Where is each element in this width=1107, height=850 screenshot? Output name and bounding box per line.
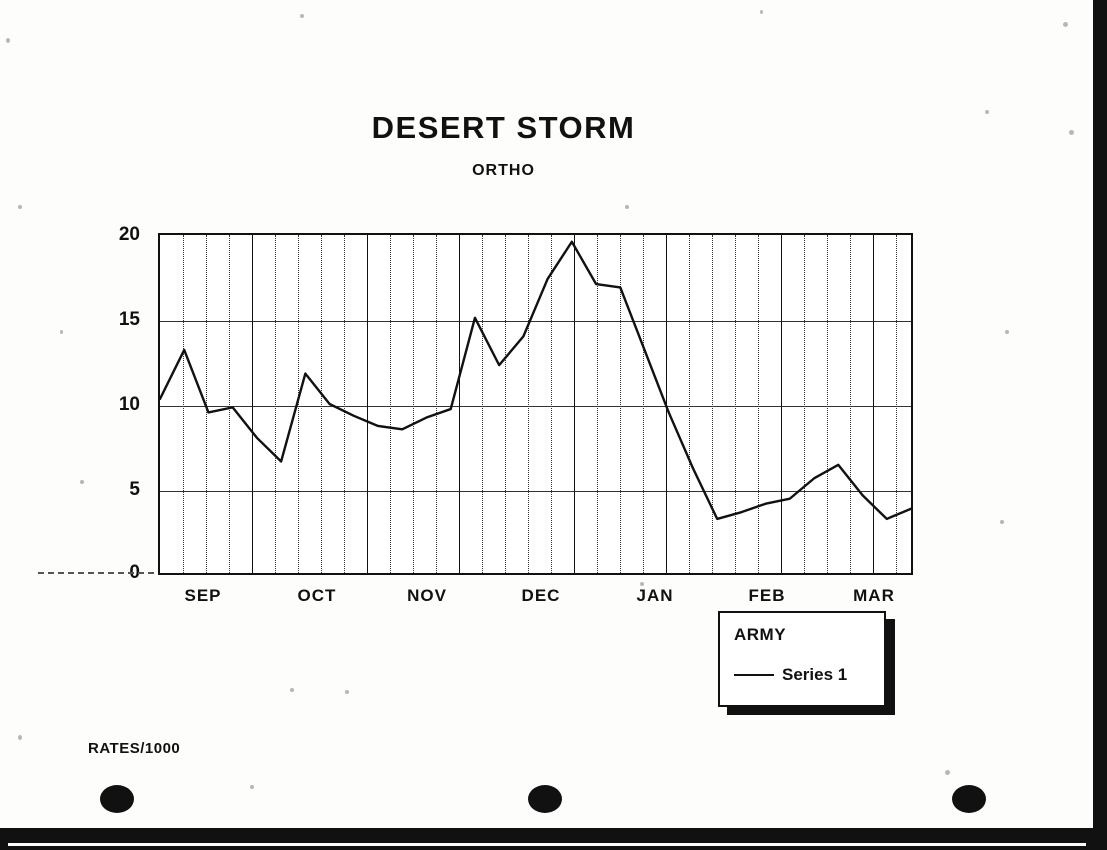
x-tick-label-sep: SEP [184,586,222,605]
baseline-extension [38,572,154,574]
x-tick-label-nov: NOV [407,586,447,605]
punch-hole [528,785,562,813]
legend-line-swatch-icon [734,670,774,680]
y-tick-label-10: 10 [118,394,140,415]
punch-hole [952,785,986,813]
axis-units-note: RATES/1000 [88,740,181,757]
chart-title: DESERT STORM [371,110,636,145]
scan-speck [1069,130,1074,135]
y-tick-label-0: 0 [129,562,140,583]
legend-entry-label: Series 1 [782,665,848,684]
chart-subtitle: ORTHO [472,162,535,179]
punch-hole [100,785,134,813]
page-edge-bottom-inner [8,843,1086,846]
page-edge-right [1093,0,1107,828]
plot-region [158,233,913,575]
y-tick-label-5: 5 [129,479,140,500]
x-tick-label-oct: OCT [297,586,337,605]
scan-speck [1063,22,1068,27]
legend-title: ARMY [734,625,787,644]
x-tick-label-jan: JAN [636,586,674,605]
y-tick-label-20: 20 [118,224,140,245]
page-edge-bottom [0,828,1107,850]
series-line-series-1 [160,235,911,573]
chart-legend [718,611,886,707]
x-tick-label-dec: DEC [521,586,561,605]
x-tick-label-mar: MAR [853,586,895,605]
legend-entry-series-1 [734,665,847,685]
y-tick-label-15: 15 [118,309,140,330]
x-tick-label-feb: FEB [748,586,786,605]
